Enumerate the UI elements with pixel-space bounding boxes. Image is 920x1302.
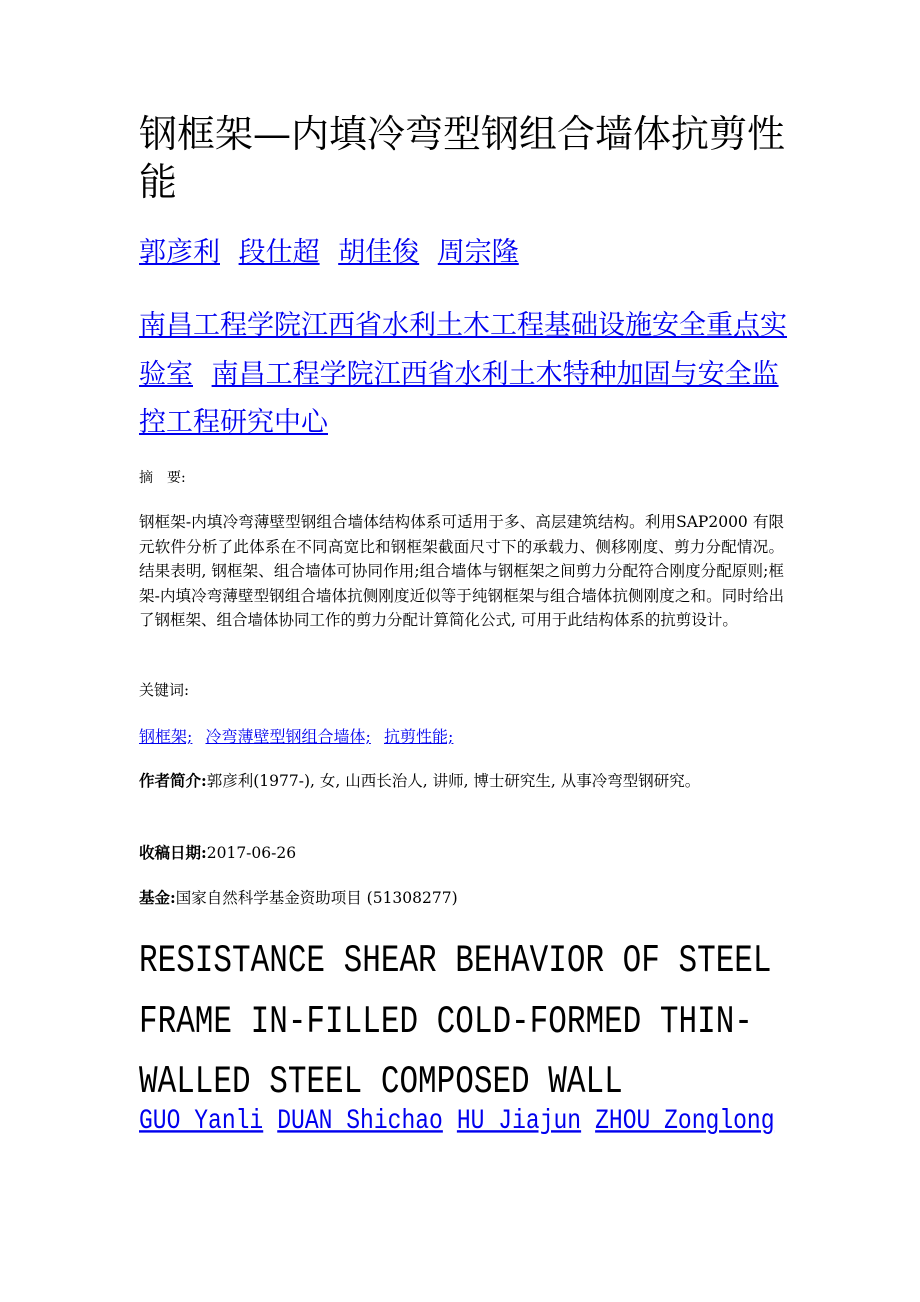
article-title: 钢框架—内填冷弯型钢组合墙体抗剪性能 — [139, 112, 786, 204]
affiliation-list — [139, 302, 789, 448]
keyword-list — [139, 724, 461, 747]
english-author-link[interactable]: ZHOU Zonglong — [595, 1105, 775, 1137]
abstract-text: 钢框架-内填冷弯薄壁型钢组合墙体结构体系可适用于多、高层建筑结构。利用SAP2000 有限元软件分析了此体系在不同高宽比和钢框架截面尺寸下的承载力、侧移刚度、剪力分配情况。结果表明, 钢框架、组合墙体可协同作用;组合墙体与钢框架之间剪力分配符合刚度分配原则;框架-内填冷弯薄壁型钢组合墙体抗侧刚度近似等于纯钢框架与组合墙体抗侧刚度之和。同时给出了钢框架、组合墙体协同工作的剪力分配计算简化公式, 可用于此结构体系的抗剪设计。 — [139, 513, 784, 630]
fund-label: 基金: — [139, 888, 176, 907]
english-author-list — [139, 1105, 789, 1136]
author-link[interactable]: 郭彦利 — [139, 237, 220, 268]
english-author-link[interactable]: GUO Yanli — [139, 1105, 264, 1137]
received-date-value: 2017-06-26 — [206, 844, 297, 862]
author-intro-label: 作者简介: — [139, 771, 207, 790]
english-title: RESISTANCE SHEAR BEHAVIOR OF STEEL FRAME IN-FILLED COLD-FORMED THIN-WALLED STEEL COMPOSED WALL — [139, 939, 772, 1105]
keyword-link[interactable]: 抗剪性能; — [384, 727, 454, 746]
fund-value: 国家自然科学基金资助项目 (51308277) — [175, 889, 458, 907]
abstract-label: 摘 要: — [139, 470, 186, 486]
author-intro-value: 郭彦利(1977-), 女, 山西长治人, 讲师, 博士研究生, 从事冷弯型钢研究。 — [206, 772, 701, 790]
author-link[interactable]: 段仕超 — [238, 237, 320, 268]
keyword-link[interactable]: 冷弯薄壁型钢组合墙体; — [205, 727, 371, 746]
author-link[interactable]: 周宗隆 — [437, 237, 519, 268]
english-author-link[interactable]: HU Jiajun — [456, 1105, 582, 1137]
affiliation-link[interactable]: 南昌工程学院江西省水利土木工程基础设施安全重点实验室 — [139, 310, 787, 390]
received-date — [139, 840, 784, 866]
author-intro — [139, 768, 784, 794]
keywords-label: 关键词: — [139, 681, 190, 699]
english-author-link[interactable]: DUAN Shichao — [277, 1105, 443, 1137]
affiliation-link[interactable]: 南昌工程学院江西省水利土木特种加固与安全监控工程研究中心 — [139, 358, 779, 438]
fund — [139, 885, 784, 911]
author-link[interactable]: 胡佳俊 — [338, 237, 420, 268]
keyword-link[interactable]: 钢框架; — [139, 727, 193, 746]
author-list — [139, 233, 529, 273]
received-date-label: 收稿日期: — [139, 843, 207, 862]
